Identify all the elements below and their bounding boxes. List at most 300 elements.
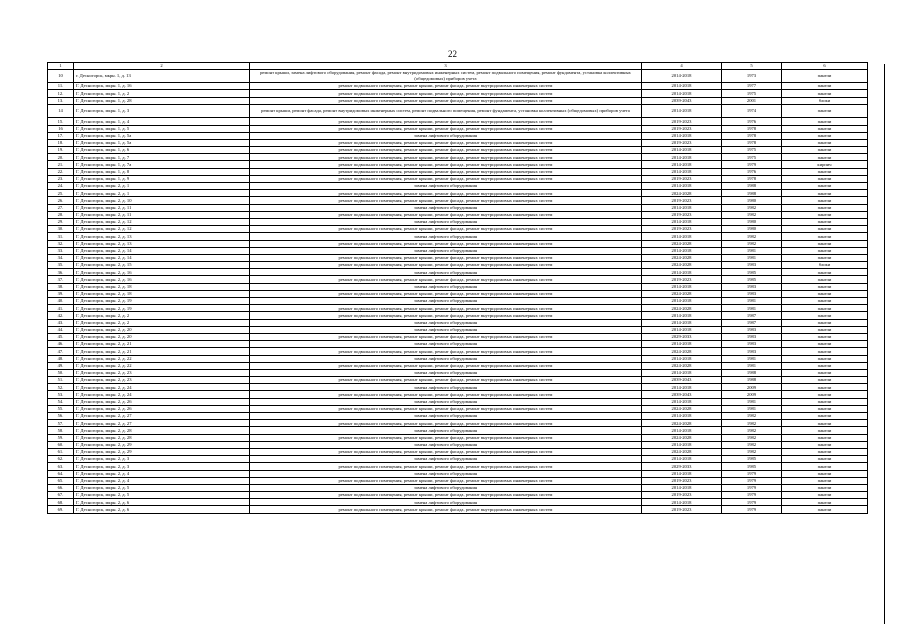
- address-cell: Г. Десногорск, мкрн. 2, д. 16: [74, 276, 250, 283]
- address-cell: Г. Десногорск, мкрн. 2, д. 23: [74, 369, 250, 376]
- period-cell: 2014-2018: [642, 132, 722, 139]
- table-row: [48, 413, 868, 420]
- material-cell: панели: [782, 226, 868, 233]
- table-row: [48, 240, 868, 247]
- address-cell: Г. Десногорск, мкрн. 1, д. 7: [74, 154, 250, 161]
- year-cell: 2009: [722, 391, 782, 398]
- period-cell: 2014-2018: [642, 355, 722, 362]
- works-cell: замена лифтового оборудования: [250, 183, 642, 190]
- year-cell: 1980: [722, 226, 782, 233]
- works-cell: ремонт подвального помещения, ремонт крыши, ремонт фасада, ремонт внутридомовых инженерных систем: [250, 175, 642, 182]
- table-row: [48, 247, 868, 254]
- housing-repair-table: [47, 62, 868, 514]
- year-cell: 1979: [722, 470, 782, 477]
- table-row: [48, 183, 868, 190]
- material-cell: панели: [782, 377, 868, 384]
- period-cell: 2029-2033: [642, 463, 722, 470]
- table-row: [48, 175, 868, 182]
- column-header: 1: [48, 63, 74, 70]
- table-row: [48, 290, 868, 297]
- works-cell: ремонт подвального помещения, ремонт крыши, ремонт фасада, ремонт внутридомовых инженерных систем: [250, 90, 642, 97]
- material-cell: панели: [782, 197, 868, 204]
- material-cell: панели: [782, 463, 868, 470]
- row-number-cell: 23.: [48, 175, 74, 182]
- period-cell: 2024-2028: [642, 434, 722, 441]
- year-cell: 1973: [722, 69, 782, 83]
- material-cell: панели: [782, 104, 868, 118]
- table-row: [48, 204, 868, 211]
- row-number-cell: 58.: [48, 427, 74, 434]
- year-cell: 1981: [722, 298, 782, 305]
- year-cell: 1981: [722, 398, 782, 405]
- table-row: [48, 104, 868, 118]
- address-cell: Г. Десногорск, мкрн. 2, д. 21: [74, 341, 250, 348]
- works-cell: ремонт подвального помещения, ремонт крыши, ремонт фасада, ремонт внутридомовых инженерных систем: [250, 420, 642, 427]
- material-cell: панели: [782, 247, 868, 254]
- year-cell: 1982: [722, 448, 782, 455]
- year-cell: 1985: [722, 463, 782, 470]
- address-cell: Г. Десногорск, мкрн. 1, д. 7а: [74, 161, 250, 168]
- material-cell: панели: [782, 83, 868, 90]
- year-cell: 1981: [722, 405, 782, 412]
- material-cell: блоки: [782, 97, 868, 104]
- material-cell: панели: [782, 269, 868, 276]
- material-cell: панели: [782, 139, 868, 146]
- table-row: [48, 190, 868, 197]
- works-cell: ремонт подвального помещения, ремонт крыши, ремонт фасада, ремонт внутридомовых инженерных систем: [250, 168, 642, 175]
- period-cell: 2039-2043: [642, 391, 722, 398]
- period-cell: 2014-2018: [642, 283, 722, 290]
- works-cell: ремонт подвального помещения, ремонт крыши, ремонт фасада, ремонт внутридомовых инженерных систем: [250, 348, 642, 355]
- material-cell: панели: [782, 218, 868, 225]
- works-cell: ремонт подвального помещения, ремонт крыши, ремонт фасада, ремонт внутридомовых инженерных систем: [250, 118, 642, 125]
- column-number-row: [48, 63, 868, 70]
- address-cell: Г. Десногорск, мкрн. 2, д. 21: [74, 348, 250, 355]
- year-cell: 2001: [722, 97, 782, 104]
- year-cell: 1983: [722, 333, 782, 340]
- row-number-cell: 14: [48, 104, 74, 118]
- row-number-cell: 29.: [48, 218, 74, 225]
- period-cell: 2014-2018: [642, 413, 722, 420]
- table-row: [48, 118, 868, 125]
- works-cell: замена лифтового оборудования: [250, 441, 642, 448]
- table-row: [48, 341, 868, 348]
- works-cell: ремонт подвального помещения, ремонт крыши, ремонт фасада, ремонт внутридомовых инженерных систем: [250, 197, 642, 204]
- year-cell: 1976: [722, 118, 782, 125]
- period-cell: 2014-2018: [642, 204, 722, 211]
- table-row: [48, 262, 868, 269]
- table-row: [48, 384, 868, 391]
- period-cell: 2039-2043: [642, 97, 722, 104]
- row-number-cell: 20.: [48, 154, 74, 161]
- year-cell: 1982: [722, 434, 782, 441]
- year-cell: 1979: [722, 161, 782, 168]
- table-row: [48, 233, 868, 240]
- row-number-cell: 32.: [48, 240, 74, 247]
- works-cell: ремонт подвального помещения, ремонт крыши, ремонт фасада, ремонт внутридомовых инженерных систем: [250, 97, 642, 104]
- material-cell: панели: [782, 283, 868, 290]
- period-cell: 2014-2018: [642, 83, 722, 90]
- period-cell: 2024-2028: [642, 262, 722, 269]
- material-cell: панели: [782, 305, 868, 312]
- row-number-cell: 40.: [48, 298, 74, 305]
- works-cell: ремонт подвального помещения, ремонт крыши, ремонт фасада, ремонт внутридомовых инженерных систем: [250, 312, 642, 319]
- row-number-cell: 57.: [48, 420, 74, 427]
- period-cell: 2014-2018: [642, 441, 722, 448]
- table-row: [48, 83, 868, 90]
- address-cell: Г. Десногорск, мкрн. 2, д. 5: [74, 484, 250, 491]
- column-header: 2: [74, 63, 250, 70]
- works-cell: замена лифтового оборудования: [250, 341, 642, 348]
- period-cell: 2024-2028: [642, 362, 722, 369]
- year-cell: 1980: [722, 197, 782, 204]
- works-cell: замена лифтового оборудования: [250, 484, 642, 491]
- right-border-line: [884, 64, 885, 624]
- works-cell: замена лифтового оборудования: [250, 233, 642, 240]
- year-cell: 1988: [722, 369, 782, 376]
- period-cell: 2014-2018: [642, 69, 722, 83]
- table-row: [48, 132, 868, 139]
- material-cell: панели: [782, 69, 868, 83]
- material-cell: панели: [782, 355, 868, 362]
- table-row: [48, 147, 868, 154]
- address-cell: Г. Десногорск, мкрн. 2, д. 3: [74, 456, 250, 463]
- material-cell: панели: [782, 154, 868, 161]
- table-row: [48, 427, 868, 434]
- row-number-cell: 65.: [48, 477, 74, 484]
- row-number-cell: 48.: [48, 355, 74, 362]
- row-number-cell: 10: [48, 69, 74, 83]
- table-row: [48, 484, 868, 491]
- period-cell: 2019-2023: [642, 175, 722, 182]
- works-cell: замена лифтового оборудования: [250, 218, 642, 225]
- material-cell: панели: [782, 168, 868, 175]
- address-cell: Г. Десногорск, мкрн. 1, д. 28: [74, 97, 250, 104]
- period-cell: 2014-2018: [642, 369, 722, 376]
- material-cell: панели: [782, 384, 868, 391]
- table-row: [48, 369, 868, 376]
- row-number-cell: 35.: [48, 262, 74, 269]
- row-number-cell: 19.: [48, 147, 74, 154]
- row-number-cell: 18.: [48, 139, 74, 146]
- row-number-cell: 25.: [48, 190, 74, 197]
- row-number-cell: 34.: [48, 254, 74, 261]
- material-cell: панели: [782, 341, 868, 348]
- year-cell: 1974: [722, 104, 782, 118]
- period-cell: 2014-2018: [642, 319, 722, 326]
- address-cell: Г. Десногорск, мкрн. 2, д. 26: [74, 405, 250, 412]
- year-cell: 1982: [722, 427, 782, 434]
- address-cell: Г. Десногорск, мкрн. 2, д. 14: [74, 254, 250, 261]
- works-cell: ремонт крыши, ремонт фасада, ремонт внутридомовых инженерных систем, ремонт подвального помещения, ремонт фундамента, установка коллективных (общедомовых) приборов учета: [250, 104, 642, 118]
- material-cell: панели: [782, 456, 868, 463]
- year-cell: 1979: [722, 499, 782, 506]
- row-number-cell: 43.: [48, 319, 74, 326]
- year-cell: 1979: [722, 506, 782, 513]
- row-number-cell: 64.: [48, 470, 74, 477]
- row-number-cell: 16: [48, 125, 74, 132]
- material-cell: панели: [782, 413, 868, 420]
- year-cell: 1978: [722, 175, 782, 182]
- period-cell: 2019-2023: [642, 506, 722, 513]
- year-cell: 1976: [722, 168, 782, 175]
- address-cell: Г. Десногорск, мкрн. 2, д. 19: [74, 305, 250, 312]
- material-cell: панели: [782, 484, 868, 491]
- address-cell: Г. Десногорск, мкрн. 2, д. 28: [74, 427, 250, 434]
- table-row: [48, 499, 868, 506]
- address-cell: Г. Десногорск, мкрн. 2, д. 6: [74, 499, 250, 506]
- works-cell: замена лифтового оборудования: [250, 499, 642, 506]
- address-cell: Г. Десногорск, мкрн. 1, д. 5а: [74, 132, 250, 139]
- address-cell: Г. Десногорск, мкрн. 2, д. 18: [74, 290, 250, 297]
- material-cell: панели: [782, 190, 868, 197]
- year-cell: 1983: [722, 326, 782, 333]
- column-header: 3: [250, 63, 642, 70]
- address-cell: Г. Десногорск, мкрн. 2, д. 16: [74, 269, 250, 276]
- row-number-cell: 22.: [48, 168, 74, 175]
- row-number-cell: 49.: [48, 362, 74, 369]
- table-row: [48, 90, 868, 97]
- address-cell: Г. Десногорск, мкрн. 2, д. 1: [74, 190, 250, 197]
- material-cell: панели: [782, 298, 868, 305]
- table-row: [48, 211, 868, 218]
- address-cell: Г. Десногорск, мкрн. 2, д. 12: [74, 226, 250, 233]
- row-number-cell: 17.: [48, 132, 74, 139]
- table-row: [48, 348, 868, 355]
- period-cell: 2029-2033: [642, 333, 722, 340]
- row-number-cell: 52.: [48, 384, 74, 391]
- year-cell: 1981: [722, 362, 782, 369]
- year-cell: 1988: [722, 190, 782, 197]
- period-cell: 2014-2018: [642, 298, 722, 305]
- period-cell: 2019-2023: [642, 118, 722, 125]
- works-cell: замена лифтового оборудования: [250, 298, 642, 305]
- period-cell: 2014-2018: [642, 398, 722, 405]
- table-row: [48, 154, 868, 161]
- works-cell: ремонт подвального помещения, ремонт крыши, ремонт фасада, ремонт внутридомовых инженерных систем: [250, 262, 642, 269]
- works-cell: ремонт подвального помещения, ремонт крыши, ремонт фасада, ремонт внутридомовых инженерных систем: [250, 211, 642, 218]
- works-cell: замена лифтового оборудования: [250, 427, 642, 434]
- table-row: [48, 477, 868, 484]
- period-cell: 2024-2028: [642, 254, 722, 261]
- period-cell: 2024-2028: [642, 405, 722, 412]
- table-row: [48, 463, 868, 470]
- row-number-cell: 62.: [48, 456, 74, 463]
- works-cell: замена лифтового оборудования: [250, 470, 642, 477]
- material-cell: панели: [782, 147, 868, 154]
- table-row: [48, 319, 868, 326]
- works-cell: ремонт подвального помещения, ремонт крыши, ремонт фасада, ремонт внутридомовых инженерных систем: [250, 333, 642, 340]
- row-number-cell: 61.: [48, 448, 74, 455]
- table-row: [48, 398, 868, 405]
- row-number-cell: 33.: [48, 247, 74, 254]
- works-cell: ремонт подвального помещения, ремонт крыши, ремонт фасада, ремонт внутридомовых инженерных систем: [250, 139, 642, 146]
- works-cell: ремонт подвального помещения, ремонт крыши, ремонт фасада, ремонт внутридомовых инженерных систем: [250, 448, 642, 455]
- works-cell: замена лифтового оборудования: [250, 247, 642, 254]
- address-cell: Г. Десногорск, мкрн. 2, д. 24: [74, 391, 250, 398]
- address-cell: Г. Десногорск, мкрн. 1, д. 6: [74, 147, 250, 154]
- row-number-cell: 39.: [48, 290, 74, 297]
- material-cell: панели: [782, 369, 868, 376]
- year-cell: 1982: [722, 441, 782, 448]
- material-cell: панели: [782, 175, 868, 182]
- period-cell: 2024-2028: [642, 305, 722, 312]
- row-number-cell: 59.: [48, 434, 74, 441]
- material-cell: панели: [782, 492, 868, 499]
- material-cell: панели: [782, 398, 868, 405]
- period-cell: 2019-2023: [642, 492, 722, 499]
- address-cell: Г. Десногорск, мкрн. 2, д. 18: [74, 283, 250, 290]
- works-cell: ремонт подвального помещения, ремонт крыши, ремонт фасада, ремонт внутридомовых инженерных систем: [250, 226, 642, 233]
- address-cell: Г. Десногорск, мкрн. 2, д. 1: [74, 183, 250, 190]
- period-cell: 2014-2018: [642, 104, 722, 118]
- address-cell: Г. Десногорск, мкрн. 2, д. 29: [74, 441, 250, 448]
- works-cell: ремонт подвального помещения, ремонт крыши, ремонт фасада, ремонт внутридомовых инженерных систем: [250, 154, 642, 161]
- row-number-cell: 36.: [48, 269, 74, 276]
- row-number-cell: 21.: [48, 161, 74, 168]
- row-number-cell: 15.: [48, 118, 74, 125]
- period-cell: 2024-2028: [642, 420, 722, 427]
- period-cell: 2014-2018: [642, 247, 722, 254]
- year-cell: 1987: [722, 319, 782, 326]
- column-header: 4: [642, 63, 722, 70]
- year-cell: 1978: [722, 139, 782, 146]
- period-cell: 2019-2023: [642, 477, 722, 484]
- material-cell: панели: [782, 477, 868, 484]
- year-cell: 1982: [722, 240, 782, 247]
- year-cell: 1981: [722, 305, 782, 312]
- table-row: [48, 420, 868, 427]
- address-cell: Г. Десногорск, мкрн. 2, д. 23: [74, 377, 250, 384]
- period-cell: 2019-2023: [642, 211, 722, 218]
- period-cell: 2014-2018: [642, 470, 722, 477]
- works-cell: замена лифтового оборудования: [250, 456, 642, 463]
- material-cell: панели: [782, 211, 868, 218]
- table-row: [48, 254, 868, 261]
- address-cell: Г. Десногорск, мкрн. 2, д. 2: [74, 312, 250, 319]
- table-row: [48, 506, 868, 513]
- material-cell: панели: [782, 470, 868, 477]
- table-row: [48, 218, 868, 225]
- row-number-cell: 46.: [48, 341, 74, 348]
- year-cell: 1978: [722, 125, 782, 132]
- table-row: [48, 226, 868, 233]
- material-cell: панели: [782, 348, 868, 355]
- year-cell: 1982: [722, 204, 782, 211]
- year-cell: 1985: [722, 269, 782, 276]
- address-cell: Г. Десногорск, мкрн. 2, д. 19: [74, 298, 250, 305]
- table-row: [48, 377, 868, 384]
- period-cell: 2014-2018: [642, 218, 722, 225]
- period-cell: 2014-2018: [642, 499, 722, 506]
- works-cell: ремонт подвального помещения, ремонт крыши, ремонт фасада, ремонт внутридомовых инженерных систем: [250, 276, 642, 283]
- year-cell: 1981: [722, 247, 782, 254]
- address-cell: Г. Десногорск, мкрн. 2, д. 22: [74, 355, 250, 362]
- row-number-cell: 68.: [48, 499, 74, 506]
- year-cell: 1977: [722, 83, 782, 90]
- year-cell: 1975: [722, 90, 782, 97]
- row-number-cell: 24.: [48, 183, 74, 190]
- row-number-cell: 66.: [48, 484, 74, 491]
- row-number-cell: 11.: [48, 83, 74, 90]
- address-cell: Г. Десногорск, мкрн. 1, д. 16: [74, 83, 250, 90]
- address-cell: Г. Десногорск, мкрн. 2, д. 11: [74, 204, 250, 211]
- material-cell: блоки: [782, 262, 868, 269]
- period-cell: 2014-2018: [642, 312, 722, 319]
- material-cell: панели: [782, 434, 868, 441]
- address-cell: Г. Десногорск, мкрн. 2, д. 5: [74, 492, 250, 499]
- page-number: 22: [448, 49, 457, 59]
- material-cell: панели: [782, 132, 868, 139]
- row-number-cell: 42.: [48, 312, 74, 319]
- material-cell: панели: [782, 312, 868, 319]
- works-cell: замена лифтового оборудования: [250, 269, 642, 276]
- table-row: [48, 97, 868, 104]
- address-cell: Г. Десногорск, мкрн. 2, д. 12: [74, 218, 250, 225]
- table-row: [48, 312, 868, 319]
- works-cell: ремонт подвального помещения, ремонт крыши, ремонт фасада, ремонт внутридомовых инженерных систем: [250, 506, 642, 513]
- works-cell: ремонт подвального помещения, ремонт крыши, ремонт фасада, ремонт внутридомовых инженерных систем: [250, 492, 642, 499]
- row-number-cell: 26.: [48, 197, 74, 204]
- year-cell: 1982: [722, 413, 782, 420]
- period-cell: 2019-2023: [642, 125, 722, 132]
- year-cell: 1978: [722, 132, 782, 139]
- row-number-cell: 30.: [48, 226, 74, 233]
- year-cell: 1988: [722, 183, 782, 190]
- year-cell: 2009: [722, 384, 782, 391]
- address-cell: Г. Десногорск, мкрн. 1, д. 8: [74, 168, 250, 175]
- period-cell: 2019-2023: [642, 197, 722, 204]
- row-number-cell: 60.: [48, 441, 74, 448]
- works-cell: ремонт подвального помещения, ремонт крыши, ремонт фасада, ремонт внутридомовых инженерных систем: [250, 377, 642, 384]
- table-row: [48, 326, 868, 333]
- year-cell: 1982: [722, 211, 782, 218]
- material-cell: панели: [782, 441, 868, 448]
- year-cell: 1982: [722, 420, 782, 427]
- period-cell: 2014-2018: [642, 233, 722, 240]
- address-cell: Г. Десногорск, мкрн. 1, д. 5а: [74, 139, 250, 146]
- table-row: [48, 305, 868, 312]
- address-cell: Г. Десногорск, мкрн. 2, д. 20: [74, 326, 250, 333]
- row-number-cell: 45.: [48, 333, 74, 340]
- address-cell: Г. Десногорск, мкрн. 1, д. 4: [74, 118, 250, 125]
- address-cell: Г. Десногорск, мкрн. 2, д. 2: [74, 319, 250, 326]
- year-cell: 1985: [722, 276, 782, 283]
- address-cell: Г. Десногорск, мкрн. 2, д. 15: [74, 262, 250, 269]
- material-cell: панели: [782, 254, 868, 261]
- column-header: 6: [782, 63, 868, 70]
- table-row: [48, 283, 868, 290]
- row-number-cell: 51.: [48, 377, 74, 384]
- period-cell: 2014-2018: [642, 90, 722, 97]
- row-number-cell: 41.: [48, 305, 74, 312]
- material-cell: панели: [782, 233, 868, 240]
- row-number-cell: 28.: [48, 211, 74, 218]
- address-cell: Г. Десногорск, мкрн. 2, д. 4: [74, 477, 250, 484]
- table-row: [48, 391, 868, 398]
- period-cell: 2014-2018: [642, 269, 722, 276]
- address-cell: Г. Десногорск, мкрн. 2, д. 26: [74, 398, 250, 405]
- period-cell: 2014-2018: [642, 168, 722, 175]
- works-cell: ремонт подвального помещения, ремонт крыши, ремонт фасада, ремонт внутридомовых инженерных систем: [250, 161, 642, 168]
- works-cell: замена лифтового оборудования: [250, 283, 642, 290]
- material-cell: панели: [782, 90, 868, 97]
- table-body: [48, 69, 868, 513]
- table-row: [48, 168, 868, 175]
- works-cell: замена лифтового оборудования: [250, 355, 642, 362]
- table-row: [48, 405, 868, 412]
- works-cell: ремонт подвального помещения, ремонт крыши, ремонт фасада, ремонт внутридомовых инженерных систем: [250, 477, 642, 484]
